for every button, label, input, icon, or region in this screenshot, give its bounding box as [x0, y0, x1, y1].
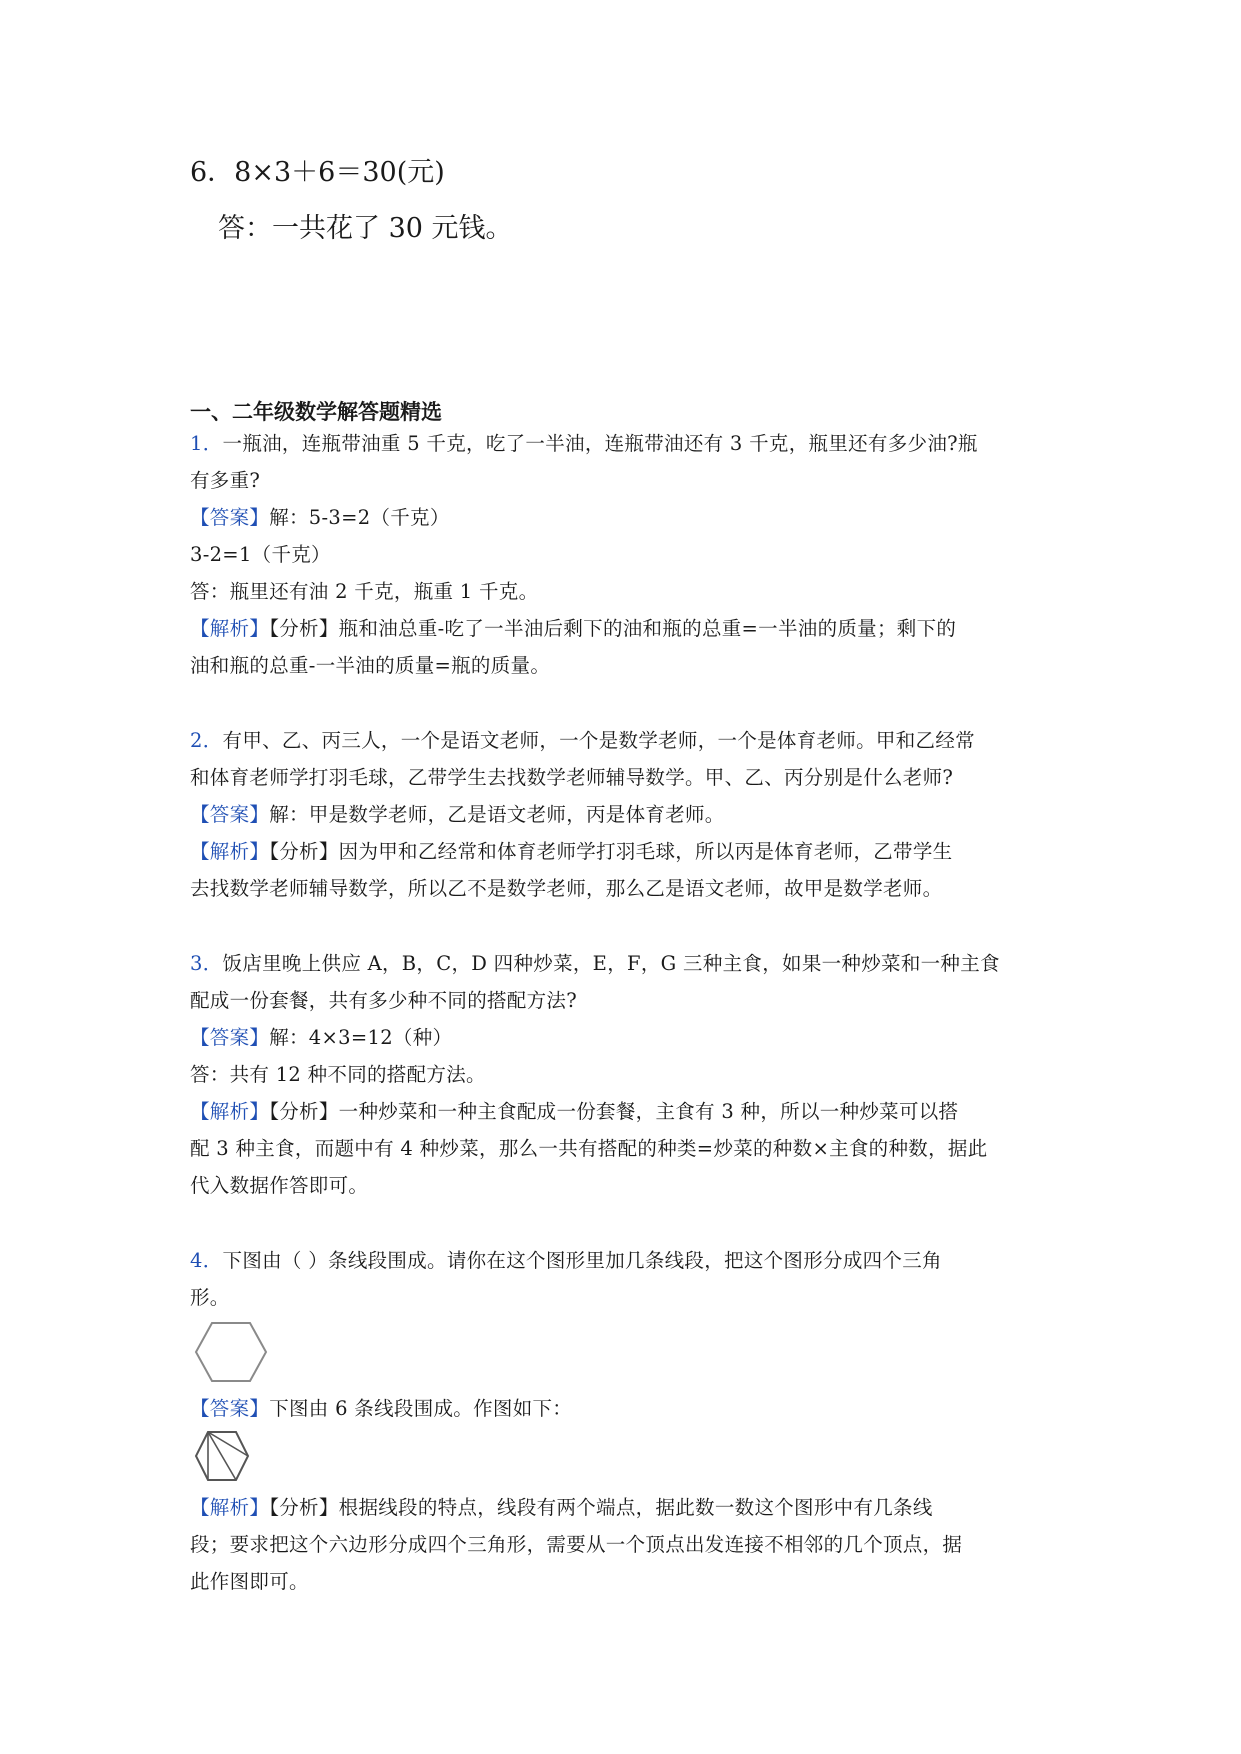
problem-1-analysis-line-2: 油和瓶的总重-一半油的质量=瓶的质量。: [190, 654, 551, 677]
problem-2-analysis: 【解析】【分析】因为甲和乙经常和体育老师学打羽毛球，所以丙是体育老师，乙带学生: [190, 840, 953, 863]
problem-4-analysis-line-2: 段；要求把这个六边形分成四个三角形，需要从一个顶点出发连接不相邻的几个顶点，据: [190, 1533, 963, 1556]
divided-hexagon-figure: [194, 1430, 250, 1482]
problem-number: 1．: [190, 432, 223, 455]
q6-expression: 6．8×3＋6＝30(元): [190, 157, 445, 188]
answer-tag: 【答案】: [190, 1026, 270, 1049]
answer-tag: 【答案】: [190, 506, 270, 529]
problem-4-analysis-line-3: 此作图即可。: [190, 1570, 309, 1593]
problem-4-answer: 【答案】下图由 6 条线段围成。作图如下：: [190, 1397, 573, 1420]
analysis-tag: 【解析】: [190, 1496, 270, 1519]
problem-number: 3．: [190, 952, 223, 975]
problem-3-analysis: 【解析】【分析】一种炒菜和一种主食配成一份套餐，主食有 3 种，所以一种炒菜可以搭: [190, 1100, 959, 1123]
problem-1-line-1: 1．一瓶油，连瓶带油重 5 千克，吃了一半油，连瓶带油还有 3 千克，瓶里还有多少油?瓶: [190, 432, 978, 455]
problem-2-line-1: 2．有甲、乙、丙三人，一个是语文老师，一个是数学老师，一个是体育老师。甲和乙经常: [190, 729, 975, 752]
problem-3-line-1: 3．饭店里晚上供应 A，B，C，D 四种炒菜，E，F，G 三种主食，如果一种炒菜和一种主食: [190, 952, 1000, 975]
problem-1-analysis: 【解析】【分析】瓶和油总重-吃了一半油后剩下的油和瓶的总重=一半油的质量；剩下的: [190, 617, 957, 640]
answer-tag: 【答案】: [190, 803, 270, 826]
problem-3-analysis-line-3: 代入数据作答即可。: [190, 1174, 369, 1197]
analysis-tag: 【解析】: [190, 617, 270, 640]
section-heading: 一、二年级数学解答题精选: [190, 399, 442, 424]
problem-2-analysis-line-2: 去找数学老师辅导数学，所以乙不是数学老师，那么乙是语文老师，故甲是数学老师。: [190, 877, 943, 900]
problem-1-answer-line-3: 答：瓶里还有油 2 千克，瓶重 1 千克。: [190, 580, 539, 603]
problem-1-line-2: 有多重?: [190, 469, 261, 492]
problem-3-analysis-line-2: 配 3 种主食，而题中有 4 种炒菜，那么一共有搭配的种类=炒菜的种数×主食的种数，据此: [190, 1137, 988, 1160]
hexagon-figure: [194, 1320, 268, 1384]
problem-3-line-2: 配成一份套餐，共有多少种不同的搭配方法?: [190, 989, 577, 1012]
problem-4-line-2: 形。: [190, 1286, 230, 1309]
q6-answer: 答：一共花了 30 元钱。: [218, 213, 513, 244]
analysis-tag: 【解析】: [190, 840, 270, 863]
problem-3-answer-line-2: 答：共有 12 种不同的搭配方法。: [190, 1063, 486, 1086]
problem-1-answer-line-2: 3-2=1（千克）: [190, 543, 331, 566]
answer-tag: 【答案】: [190, 1397, 270, 1420]
analysis-tag: 【解析】: [190, 1100, 270, 1123]
problem-4-analysis: 【解析】【分析】根据线段的特点，线段有两个端点，据此数一数这个图形中有几条线: [190, 1496, 933, 1519]
problem-3-answer: 【答案】解：4×3=12（种）: [190, 1026, 453, 1049]
problem-1-answer: 【答案】解：5-3=2（千克）: [190, 506, 450, 529]
problem-4-line-1: 4．下图由（ ）条线段围成。请你在这个图形里加几条线段，把这个图形分成四个三角: [190, 1249, 942, 1272]
problem-2-line-2: 和体育老师学打羽毛球，乙带学生去找数学老师辅导数学。甲、乙、丙分别是什么老师?: [190, 766, 954, 789]
problem-number: 2．: [190, 729, 223, 752]
problem-2-answer: 【答案】解：甲是数学老师，乙是语文老师，丙是体育老师。: [190, 803, 725, 826]
problem-number: 4．: [190, 1249, 223, 1272]
